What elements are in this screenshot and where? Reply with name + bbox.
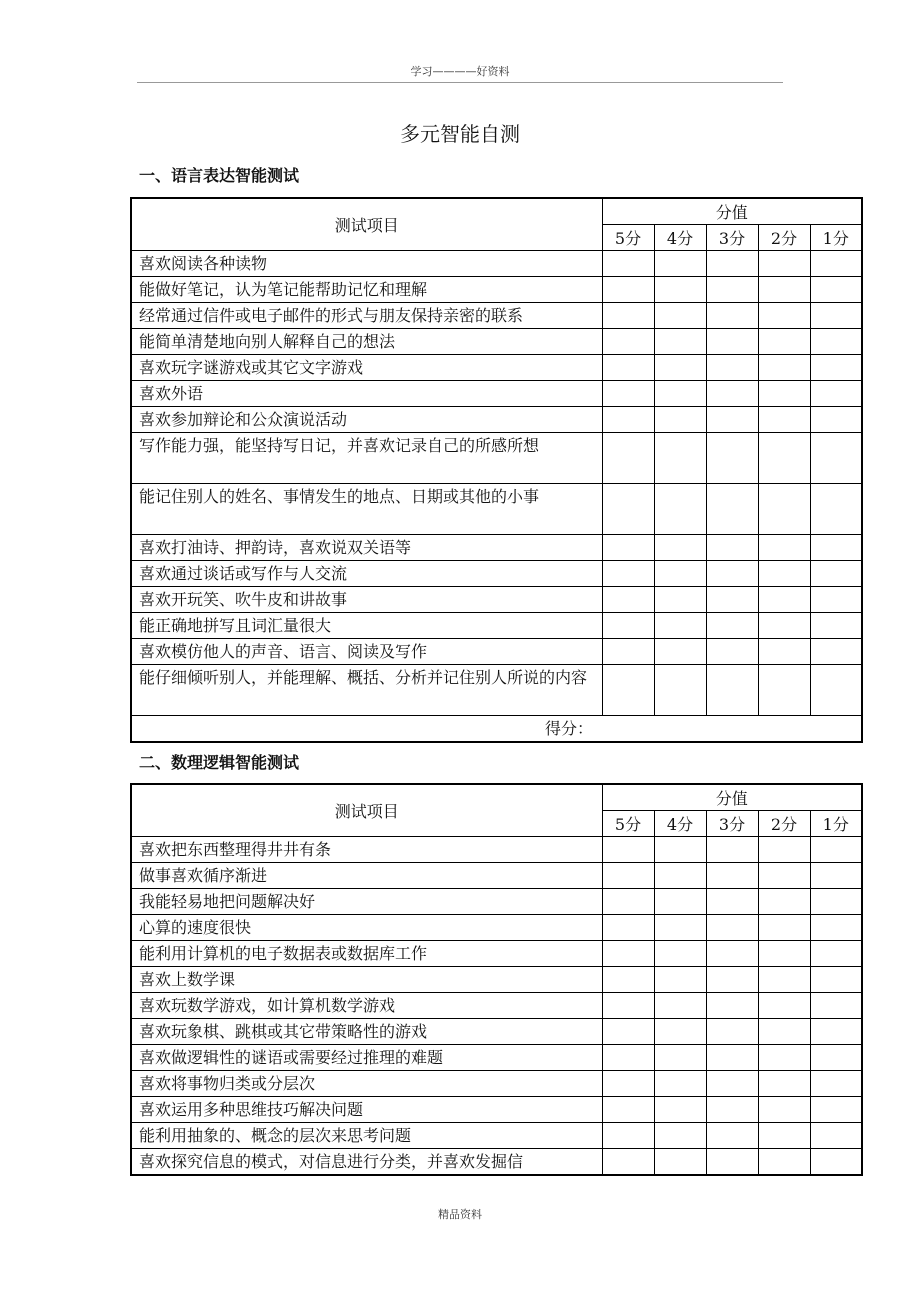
test-item: 心算的速度很快 xyxy=(131,915,602,941)
score-cell-1[interactable] xyxy=(810,993,862,1019)
table-row xyxy=(131,863,862,889)
test-item: 能仔细倾听别人，并能理解、概括、分析并记住别人所说的内容 xyxy=(131,665,602,716)
score-cell-1[interactable] xyxy=(810,863,862,889)
score-cell-3[interactable] xyxy=(706,1149,758,1176)
table-row xyxy=(131,639,862,665)
score-cell-5[interactable] xyxy=(602,613,654,639)
score-cell-2[interactable] xyxy=(758,251,810,277)
score-column-header: 分值 xyxy=(602,784,862,811)
section-heading-logic: 二、数理逻辑智能测试 xyxy=(139,753,300,772)
score-cell-2[interactable] xyxy=(758,535,810,561)
test-item: 能简单清楚地向别人解释自己的想法 xyxy=(131,329,602,355)
score-cell-3[interactable] xyxy=(706,665,758,716)
table-row xyxy=(131,837,862,863)
score-cell-4[interactable] xyxy=(654,639,706,665)
table-row xyxy=(131,535,862,561)
score-cell-3[interactable] xyxy=(706,561,758,587)
score-cell-4[interactable] xyxy=(654,863,706,889)
score-cell-2[interactable] xyxy=(758,381,810,407)
score-cell-5[interactable] xyxy=(602,639,654,665)
score-cell-2[interactable] xyxy=(758,863,810,889)
score-cell-2[interactable] xyxy=(758,1019,810,1045)
score-cell-5[interactable] xyxy=(602,665,654,716)
score-cell-2[interactable] xyxy=(758,889,810,915)
score-cell-2[interactable] xyxy=(758,277,810,303)
score-cell-1[interactable] xyxy=(810,251,862,277)
score-cell-5[interactable] xyxy=(602,915,654,941)
table-row xyxy=(131,1097,862,1123)
score-cell-3[interactable] xyxy=(706,941,758,967)
score-cell-4[interactable] xyxy=(654,355,706,381)
score-cell-5[interactable] xyxy=(602,1019,654,1045)
test-item: 写作能力强，能坚持写日记，并喜欢记录自己的所感所想 xyxy=(131,433,602,484)
score-cell-1[interactable] xyxy=(810,355,862,381)
table-row xyxy=(131,1071,862,1097)
table-row xyxy=(131,251,862,277)
score-cell-5[interactable] xyxy=(602,433,654,484)
score-cell-4[interactable] xyxy=(654,587,706,613)
score-cell-4[interactable] xyxy=(654,993,706,1019)
score-cell-4[interactable] xyxy=(654,433,706,484)
score-cell-1[interactable] xyxy=(810,484,862,535)
score-cell-3[interactable] xyxy=(706,1045,758,1071)
item-column-header: 测试项目 xyxy=(131,784,602,837)
score-cell-2[interactable] xyxy=(758,484,810,535)
score-label-4: 4分 xyxy=(654,811,706,837)
score-cell-5[interactable] xyxy=(602,837,654,863)
score-cell-4[interactable] xyxy=(654,1123,706,1149)
test-item: 喜欢玩数学游戏，如计算机数学游戏 xyxy=(131,993,602,1019)
score-cell-4[interactable] xyxy=(654,1071,706,1097)
score-cell-1[interactable] xyxy=(810,329,862,355)
score-cell-3[interactable] xyxy=(706,407,758,433)
table-row xyxy=(131,355,862,381)
score-cell-3[interactable] xyxy=(706,837,758,863)
score-cell-5[interactable] xyxy=(602,484,654,535)
score-cell-1[interactable] xyxy=(810,1071,862,1097)
score-cell-3[interactable] xyxy=(706,251,758,277)
score-cell-3[interactable] xyxy=(706,1123,758,1149)
table-row xyxy=(131,1019,862,1045)
score-cell-2[interactable] xyxy=(758,915,810,941)
score-column-header: 分值 xyxy=(602,198,862,225)
table-row xyxy=(131,329,862,355)
score-cell-3[interactable] xyxy=(706,303,758,329)
score-cell-3[interactable] xyxy=(706,1071,758,1097)
score-cell-4[interactable] xyxy=(654,535,706,561)
score-cell-3[interactable] xyxy=(706,1019,758,1045)
table-row xyxy=(131,967,862,993)
test-item: 能记住别人的姓名、事情发生的地点、日期或其他的小事 xyxy=(131,484,602,535)
score-cell-5[interactable] xyxy=(602,889,654,915)
score-cell-1[interactable] xyxy=(810,639,862,665)
score-label-5: 5分 xyxy=(602,225,654,251)
score-cell-1[interactable] xyxy=(810,381,862,407)
score-cell-5[interactable] xyxy=(602,381,654,407)
score-cell-3[interactable] xyxy=(706,915,758,941)
score-label-2: 2分 xyxy=(758,811,810,837)
score-cell-3[interactable] xyxy=(706,535,758,561)
test-item: 喜欢参加辩论和公众演说活动 xyxy=(131,407,602,433)
test-item: 喜欢将事物归类或分层次 xyxy=(131,1071,602,1097)
score-cell-2[interactable] xyxy=(758,837,810,863)
score-cell-2[interactable] xyxy=(758,587,810,613)
score-cell-2[interactable] xyxy=(758,561,810,587)
table-row xyxy=(131,941,862,967)
score-cell-3[interactable] xyxy=(706,587,758,613)
score-cell-3[interactable] xyxy=(706,355,758,381)
test-item: 喜欢做逻辑性的谜语或需要经过推理的难题 xyxy=(131,1045,602,1071)
score-cell-1[interactable] xyxy=(810,665,862,716)
score-cell-5[interactable] xyxy=(602,561,654,587)
score-cell-3[interactable] xyxy=(706,863,758,889)
score-cell-4[interactable] xyxy=(654,665,706,716)
test-item: 喜欢上数学课 xyxy=(131,967,602,993)
test-item: 喜欢把东西整理得井井有条 xyxy=(131,837,602,863)
table-row xyxy=(131,433,862,484)
score-cell-4[interactable] xyxy=(654,889,706,915)
score-cell-3[interactable] xyxy=(706,484,758,535)
score-cell-4[interactable] xyxy=(654,915,706,941)
test-item: 喜欢阅读各种读物 xyxy=(131,251,602,277)
score-cell-1[interactable] xyxy=(810,613,862,639)
table-row xyxy=(131,915,862,941)
test-item: 能正确地拼写且词汇量很大 xyxy=(131,613,602,639)
score-cell-4[interactable] xyxy=(654,407,706,433)
test-item: 喜欢玩象棋、跳棋或其它带策略性的游戏 xyxy=(131,1019,602,1045)
score-cell-1[interactable] xyxy=(810,1149,862,1176)
score-cell-5[interactable] xyxy=(602,863,654,889)
score-cell-1[interactable] xyxy=(810,303,862,329)
test-item: 喜欢开玩笑、吹牛皮和讲故事 xyxy=(131,587,602,613)
score-cell-1[interactable] xyxy=(810,889,862,915)
score-cell-5[interactable] xyxy=(602,1097,654,1123)
score-cell-4[interactable] xyxy=(654,329,706,355)
score-cell-5[interactable] xyxy=(602,407,654,433)
score-cell-2[interactable] xyxy=(758,993,810,1019)
item-column-header: 测试项目 xyxy=(131,198,602,251)
score-cell-4[interactable] xyxy=(654,967,706,993)
score-cell-3[interactable] xyxy=(706,639,758,665)
test-item: 喜欢外语 xyxy=(131,381,602,407)
table-row xyxy=(131,561,862,587)
total-row xyxy=(131,716,862,743)
score-cell-2[interactable] xyxy=(758,407,810,433)
score-cell-1[interactable] xyxy=(810,1045,862,1071)
table-row xyxy=(131,993,862,1019)
score-cell-4[interactable] xyxy=(654,484,706,535)
score-label-3: 3分 xyxy=(706,811,758,837)
table-row xyxy=(131,407,862,433)
table-row xyxy=(131,889,862,915)
test-item: 能做好笔记，认为笔记能帮助记忆和理解 xyxy=(131,277,602,303)
score-cell-1[interactable] xyxy=(810,1097,862,1123)
score-cell-3[interactable] xyxy=(706,1097,758,1123)
test-item: 喜欢运用多种思维技巧解决问题 xyxy=(131,1097,602,1123)
score-cell-4[interactable] xyxy=(654,303,706,329)
test-item: 喜欢玩字谜游戏或其它文字游戏 xyxy=(131,355,602,381)
score-cell-4[interactable] xyxy=(654,1045,706,1071)
table-row xyxy=(131,665,862,716)
score-cell-1[interactable] xyxy=(810,1019,862,1045)
total-score-label: 得分： xyxy=(131,716,862,743)
test-item: 喜欢模仿他人的声音、语言、阅读及写作 xyxy=(131,639,602,665)
score-cell-5[interactable] xyxy=(602,251,654,277)
score-cell-3[interactable] xyxy=(706,889,758,915)
score-cell-2[interactable] xyxy=(758,665,810,716)
score-cell-2[interactable] xyxy=(758,355,810,381)
score-cell-2[interactable] xyxy=(758,329,810,355)
score-cell-1[interactable] xyxy=(810,277,862,303)
test-item: 喜欢探究信息的模式，对信息进行分类，并喜欢发掘信 xyxy=(131,1149,602,1176)
score-label-2: 2分 xyxy=(758,225,810,251)
score-cell-5[interactable] xyxy=(602,535,654,561)
score-cell-3[interactable] xyxy=(706,613,758,639)
score-cell-1[interactable] xyxy=(810,433,862,484)
table-row xyxy=(131,1123,862,1149)
score-cell-2[interactable] xyxy=(758,639,810,665)
score-cell-2[interactable] xyxy=(758,1071,810,1097)
score-cell-4[interactable] xyxy=(654,613,706,639)
score-cell-2[interactable] xyxy=(758,1123,810,1149)
score-cell-5[interactable] xyxy=(602,355,654,381)
score-cell-1[interactable] xyxy=(810,407,862,433)
score-cell-1[interactable] xyxy=(810,967,862,993)
test-item: 能利用计算机的电子数据表或数据库工作 xyxy=(131,941,602,967)
language-test-table xyxy=(130,197,863,743)
score-cell-3[interactable] xyxy=(706,329,758,355)
test-item: 喜欢通过谈话或写作与人交流 xyxy=(131,561,602,587)
score-label-3: 3分 xyxy=(706,225,758,251)
score-cell-2[interactable] xyxy=(758,967,810,993)
score-cell-3[interactable] xyxy=(706,993,758,1019)
score-cell-5[interactable] xyxy=(602,1045,654,1071)
score-cell-4[interactable] xyxy=(654,251,706,277)
score-cell-1[interactable] xyxy=(810,535,862,561)
score-cell-1[interactable] xyxy=(810,837,862,863)
score-cell-2[interactable] xyxy=(758,433,810,484)
test-item: 喜欢打油诗、押韵诗，喜欢说双关语等 xyxy=(131,535,602,561)
score-cell-1[interactable] xyxy=(810,941,862,967)
score-cell-3[interactable] xyxy=(706,967,758,993)
table-row xyxy=(131,303,862,329)
section-heading-language: 一、语言表达智能测试 xyxy=(139,166,300,185)
score-cell-4[interactable] xyxy=(654,837,706,863)
score-cell-2[interactable] xyxy=(758,613,810,639)
score-cell-5[interactable] xyxy=(602,303,654,329)
score-cell-5[interactable] xyxy=(602,993,654,1019)
score-cell-2[interactable] xyxy=(758,941,810,967)
score-cell-1[interactable] xyxy=(810,1123,862,1149)
score-cell-1[interactable] xyxy=(810,561,862,587)
score-label-1: 1分 xyxy=(810,811,862,837)
score-cell-2[interactable] xyxy=(758,1097,810,1123)
table-row xyxy=(131,1149,862,1176)
table-row xyxy=(131,613,862,639)
score-cell-5[interactable] xyxy=(602,277,654,303)
score-cell-3[interactable] xyxy=(706,381,758,407)
score-cell-1[interactable] xyxy=(810,915,862,941)
score-cell-3[interactable] xyxy=(706,277,758,303)
table-row xyxy=(131,1045,862,1071)
table-row xyxy=(131,277,862,303)
score-cell-5[interactable] xyxy=(602,1123,654,1149)
table-row xyxy=(131,484,862,535)
score-label-1: 1分 xyxy=(810,225,862,251)
test-item: 做事喜欢循序渐进 xyxy=(131,863,602,889)
score-cell-4[interactable] xyxy=(654,381,706,407)
table-row xyxy=(131,587,862,613)
score-cell-5[interactable] xyxy=(602,329,654,355)
score-cell-2[interactable] xyxy=(758,303,810,329)
test-item: 我能轻易地把问题解决好 xyxy=(131,889,602,915)
score-cell-4[interactable] xyxy=(654,1149,706,1176)
page-header: 学习————好资料 xyxy=(137,62,783,83)
test-item: 经常通过信件或电子邮件的形式与朋友保持亲密的联系 xyxy=(131,303,602,329)
test-item: 能利用抽象的、概念的层次来思考问题 xyxy=(131,1123,602,1149)
logic-test-table xyxy=(130,783,863,1176)
score-cell-4[interactable] xyxy=(654,1097,706,1123)
score-cell-4[interactable] xyxy=(654,1019,706,1045)
score-cell-5[interactable] xyxy=(602,941,654,967)
table-row xyxy=(131,381,862,407)
score-cell-4[interactable] xyxy=(654,941,706,967)
score-cell-2[interactable] xyxy=(758,1045,810,1071)
score-cell-5[interactable] xyxy=(602,1149,654,1176)
score-cell-4[interactable] xyxy=(654,277,706,303)
score-cell-4[interactable] xyxy=(654,561,706,587)
score-cell-1[interactable] xyxy=(810,587,862,613)
score-cell-5[interactable] xyxy=(602,587,654,613)
document-title: 多元智能自测 xyxy=(400,122,520,146)
score-cell-3[interactable] xyxy=(706,433,758,484)
score-cell-2[interactable] xyxy=(758,1149,810,1176)
score-label-4: 4分 xyxy=(654,225,706,251)
score-cell-5[interactable] xyxy=(602,1071,654,1097)
score-label-5: 5分 xyxy=(602,811,654,837)
page-footer: 精品资料 xyxy=(438,1208,482,1221)
score-cell-5[interactable] xyxy=(602,967,654,993)
